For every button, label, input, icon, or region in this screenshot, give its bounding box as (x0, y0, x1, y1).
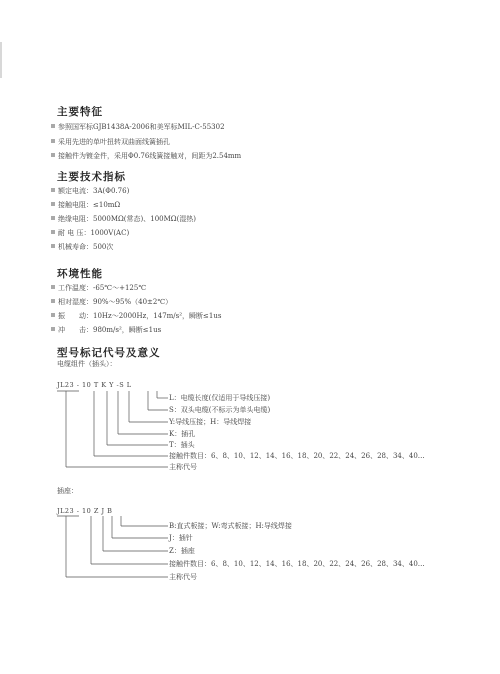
socket-label-count: 接触件数目：6、8、10、12、14、16、18、20、22、24、26、28、34、40… (169, 560, 425, 568)
cable-caption: 电缆组件（插头）： (57, 360, 117, 368)
spec-item: 机械寿命：500次 (51, 242, 113, 252)
environment-item: 工作温度：-65℃～+125℃ (51, 283, 146, 293)
cable-label-T: T：插头 (169, 441, 195, 449)
socket-caption: 插座： (57, 487, 78, 495)
cable-label-Y: Y:导线压接；H：导线焊接 (169, 418, 252, 426)
cable-label-K: K：插孔 (169, 430, 196, 438)
cable-label-count: 接触件数目：6、8、10、12、14、16、18、20、22、24、26、28、34、40… (169, 452, 425, 460)
socket-label-B: B:直式板接；W:弯式板接；H:导线焊接 (169, 522, 292, 530)
features-heading: 主要特征 (57, 106, 103, 118)
cable-code: JL23 - 10 T K Y -S L (57, 381, 132, 389)
cable-label-S: S：双头电缆(不标示为单头电缆) (169, 406, 271, 414)
environment-item: 冲 击：980m/s²，瞬断≤1us (51, 325, 161, 335)
cable-label-L: L：电缆长度(仅适用于导线压接) (169, 394, 271, 402)
environment-item: 相对湿度：90%～95%（40±2℃） (51, 297, 172, 307)
feature-item: 接触件为镀金件，采用Φ0.76线簧接触对，间距为2.54mm (51, 151, 241, 161)
feature-item: 采用先进的单叶扭转双曲面线簧插孔 (51, 137, 170, 147)
socket-label-Z: Z：插座 (169, 547, 195, 555)
environment-item: 振 动：10Hz～2000Hz，147m/s²，瞬断≤1us (51, 311, 221, 321)
socket-label-main: 主称代号 (169, 573, 197, 581)
spec-item: 接触电阻：≤10mΩ (51, 200, 120, 210)
cable-label-main: 主称代号 (169, 463, 197, 471)
specs-heading: 主要技术指标 (57, 171, 126, 183)
environment-heading: 环境性能 (57, 268, 103, 280)
model-heading: 型号标记代号及意义 (57, 347, 161, 359)
spec-item: 额定电流：3A(Φ0.76) (51, 186, 129, 196)
spec-item: 绝缘电阻：5000MΩ(常态)、100MΩ(湿热) (51, 214, 196, 224)
socket-label-J: J：插针 (169, 534, 193, 542)
socket-code: JL23 - 10 Z J B (57, 507, 113, 515)
spec-item: 耐 电 压：1000V(AC) (51, 228, 129, 238)
feature-item: 参照国军标GJB1438A-2006和美军标MIL-C-55302 (51, 122, 225, 132)
